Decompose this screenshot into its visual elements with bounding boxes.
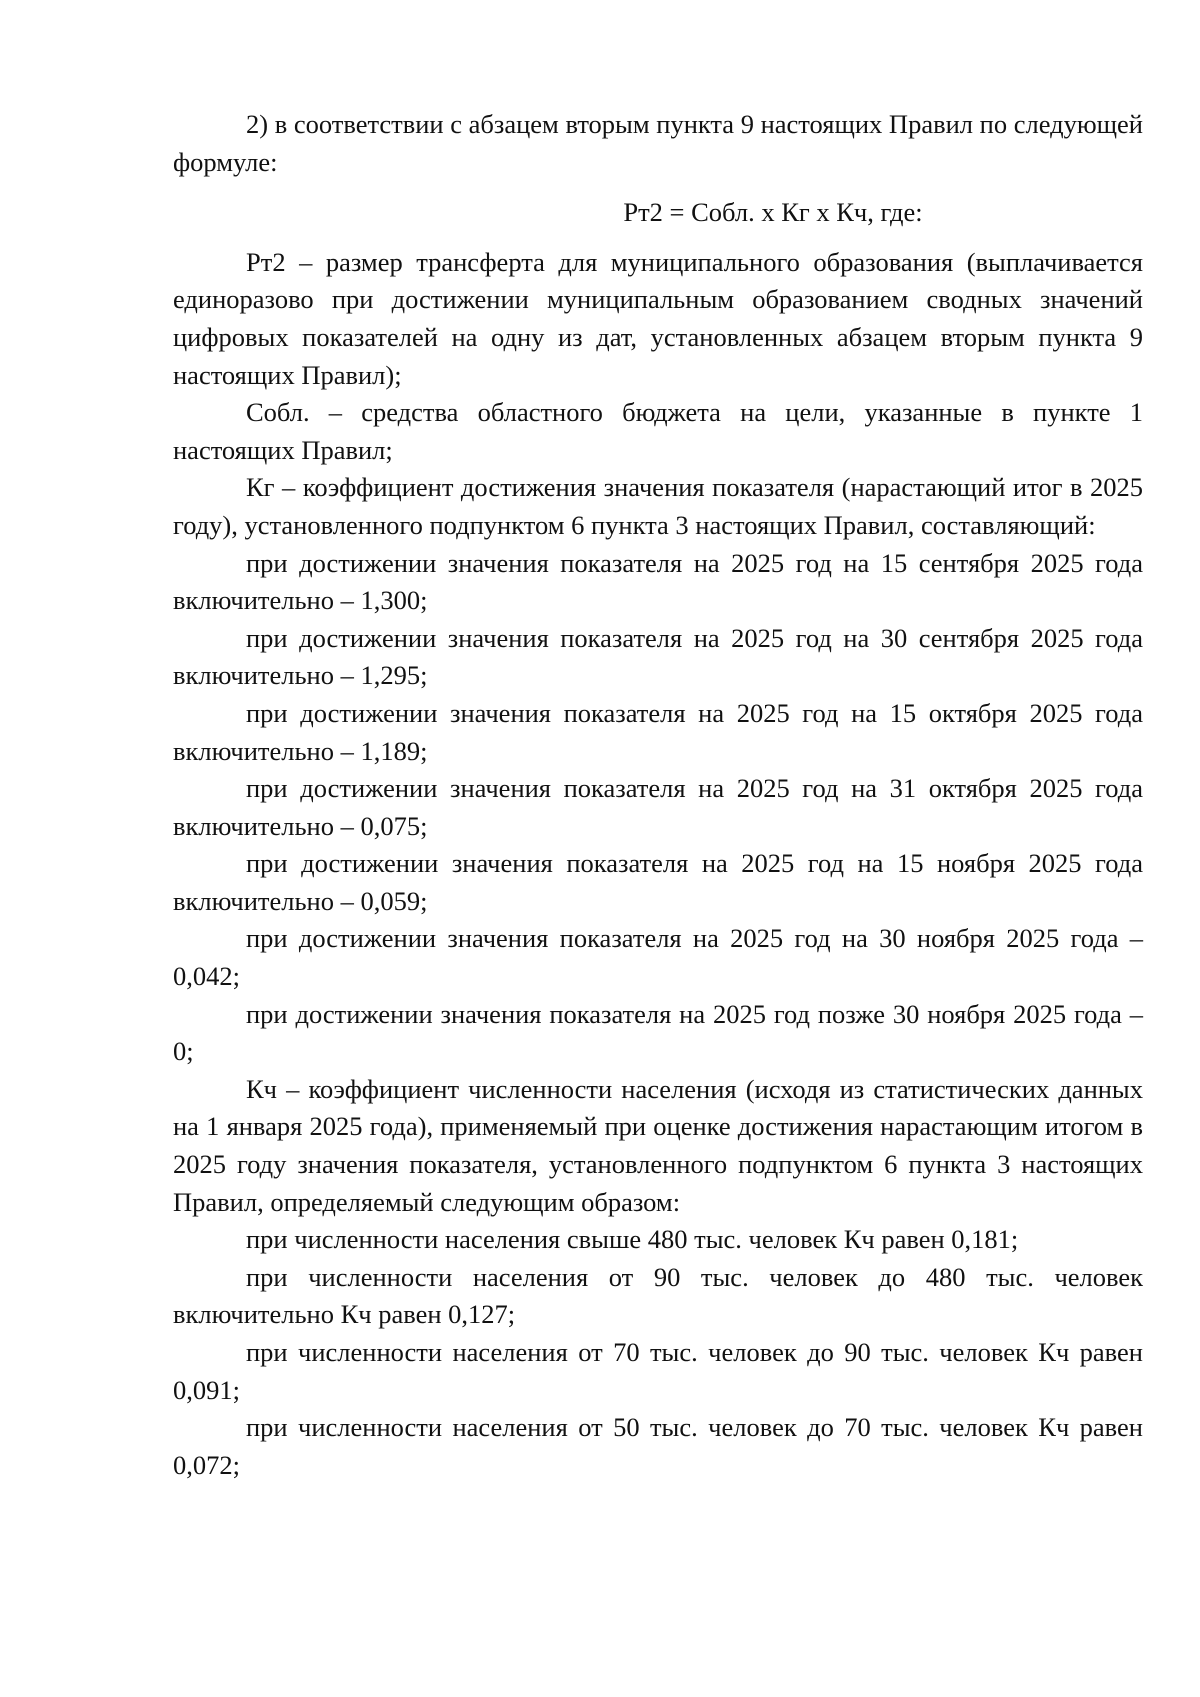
definition-rt2: Рт2 – размер трансферта для муниципального образования (выплачивается единоразово при достижении муниципальным образованием сводных значений цифровых показателей на одну из дат, установленных абзацем вторым пункта 9 настоящих Правил); bbox=[173, 246, 1143, 390]
kg-item: при достижении значения показателя на 2025 год на 31 октября 2025 года включительно – 0,075; bbox=[173, 773, 1143, 841]
document-page bbox=[173, 106, 1143, 1484]
definition-kch: Кч – коэффициент численности населения (исходя из статистических данных на 1 января 2025 года), применяемый при оценке достижения нарастающим итогом в 2025 году значения показателя, установленного подпунктом 6 пункта 3 настоящих Правил, определяемый следующим образом: bbox=[173, 1073, 1143, 1217]
kg-item: при достижении значения показателя на 2025 год на 30 ноября 2025 года – 0,042; bbox=[173, 923, 1143, 992]
kg-item: при достижении значения показателя на 2025 год на 15 ноября 2025 года включительно – 0,059; bbox=[173, 848, 1143, 916]
kg-item: при достижении значения показателя на 2025 год на 15 сентября 2025 года включительно – 1,300; bbox=[173, 547, 1143, 616]
kch-item: при численности населения свыше 480 тыс. человек Кч равен 0,181; bbox=[246, 1224, 1019, 1255]
definition-sobl: Собл. – средства областного бюджета на цели, указанные в пункте 1 настоящих Правил; bbox=[173, 397, 1143, 465]
kg-item: при достижении значения показателя на 2025 год позже 30 ноября 2025 года – 0; bbox=[173, 998, 1143, 1067]
kch-item: при численности населения от 70 тыс. человек до 90 тыс. человек Кч равен 0,091; bbox=[173, 1337, 1143, 1405]
intro-paragraph: 2) в соответствии с абзацем вторым пункта 9 настоящих Правил по следующей формуле: bbox=[173, 109, 1143, 177]
kch-item: при численности населения от 50 тыс. человек до 70 тыс. человек Кч равен 0,072; bbox=[173, 1412, 1143, 1480]
formula: Рт2 = Собл. х Кг х Кч, где: bbox=[623, 197, 923, 228]
kg-item: при достижении значения показателя на 2025 год на 30 сентября 2025 года включительно – 1,295; bbox=[173, 622, 1143, 691]
kch-item: при численности населения от 90 тыс. человек до 480 тыс. человек включительно Кч равен 0,127; bbox=[173, 1261, 1143, 1330]
definition-kg: Кг – коэффициент достижения значения показателя (нарастающий итог в 2025 году), установленного подпунктом 6 пункта 3 настоящих Правил, составляющий: bbox=[173, 472, 1143, 540]
kg-item: при достижении значения показателя на 2025 год на 15 октября 2025 года включительно – 1,189; bbox=[173, 697, 1143, 766]
